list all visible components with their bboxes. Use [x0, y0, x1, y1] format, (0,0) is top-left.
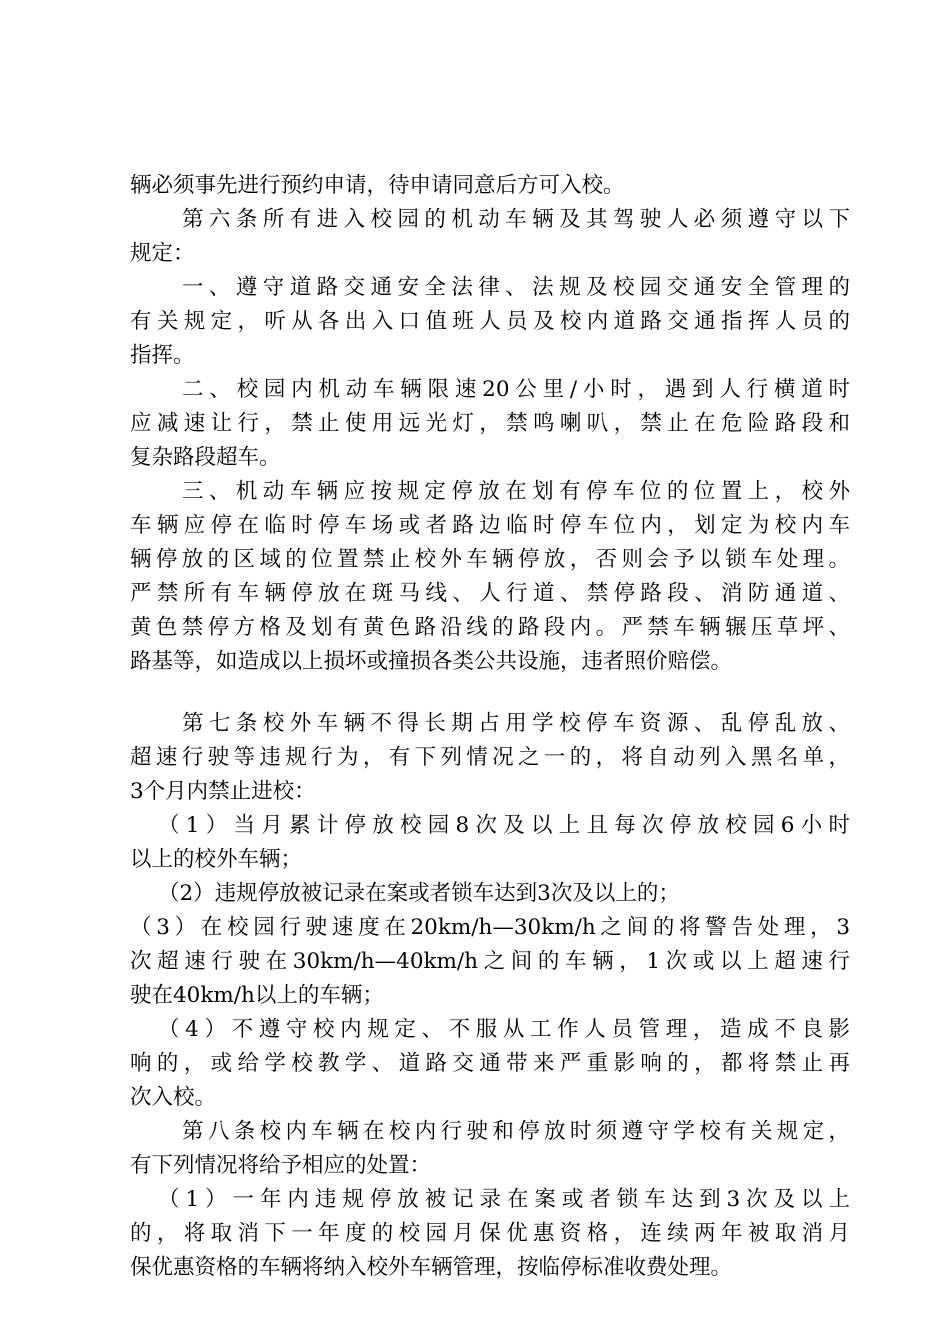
text-line: （1）当月累计停放校园8次及以上且每次停放校园6小时 — [158, 813, 850, 838]
text-line: 以上的校外车辆； — [130, 847, 303, 872]
text-line: （4）不遵守校内规定、不服从工作人员管理，造成不良影 — [158, 1017, 850, 1042]
text-line: 三、机动车辆应按规定停放在划有停车位的位置上，校外 — [182, 479, 850, 504]
text-line: 车辆应停在临时停车场或者路边临时停车位内，划定为校内车 — [130, 513, 850, 538]
text-line: 有关规定，听从各出入口值班人员及校内道路交通指挥人员的 — [130, 309, 850, 334]
paragraph-gap — [130, 679, 850, 707]
text-line: （2）违规停放被记录在案或者锁车达到3次及以上的； — [158, 881, 680, 906]
text-line: （1）一年内违规停放被记录在案或者锁车达到3次及以上 — [158, 1187, 850, 1212]
text-line: 第六条所有进入校园的机动车辆及其驾驶人必须遵守以下 — [182, 207, 850, 232]
text-line: 黄色禁停方格及划有黄色路沿线的路段内。严禁车辆辗压草坪、 — [130, 615, 850, 640]
text-line: 二、校园内机动车辆限速20公里/小时，遇到人行横道时 — [182, 377, 850, 402]
text-line: 第七条校外车辆不得长期占用学校停车资源、乱停乱放、 — [182, 711, 850, 736]
text-line: 第八条校内车辆在校内行驶和停放时须遵守学校有关规定， — [182, 1119, 850, 1144]
text-line: 次入校。 — [130, 1085, 217, 1110]
text-line: 辆必须事先进行预约申请，待申请同意后方可入校。 — [130, 173, 625, 198]
text-line: 的，将取消下一年度的校园月保优惠资格，连续两年被取消月 — [130, 1221, 850, 1246]
text-line: 次超速行驶在30km/h—40km/h之间的车辆，1次或以上超速行 — [130, 949, 850, 974]
text-line: 指挥。 — [130, 343, 195, 368]
text-line: 严禁所有车辆停放在斑马线、人行道、禁停路段、消防通道、 — [130, 581, 850, 606]
text-line: 规定： — [130, 241, 195, 266]
text-line: 路基等，如造成以上损坏或撞损各类公共设施，违者照价赔偿。 — [130, 649, 733, 674]
document-page — [130, 169, 850, 1285]
text-line: 应减速让行，禁止使用远光灯，禁鸣喇叭，禁止在危险路段和 — [130, 411, 850, 436]
text-line: （3）在校园行驶速度在20km/h—30km/h之间的将警告处理，3 — [130, 915, 850, 940]
text-line: 3个月内禁止进校： — [130, 779, 316, 804]
text-line: 辆停放的区域的位置禁止校外车辆停放，否则会予以锁车处理。 — [130, 547, 850, 572]
text-line: 保优惠资格的车辆将纳入校外车辆管理，按临停标准收费处理。 — [130, 1255, 733, 1280]
text-line: 超速行驶等违规行为，有下列情况之一的，将自动列入黑名单， — [130, 745, 850, 770]
text-line: 响的，或给学校教学、道路交通带来严重影响的，都将禁止再 — [130, 1051, 850, 1076]
text-line: 一、遵守道路交通安全法律、法规及校园交通安全管理的 — [182, 275, 850, 300]
document-body — [130, 169, 850, 1285]
text-line: 驶在40km/h以上的车辆； — [130, 983, 384, 1008]
text-line: 复杂路段超车。 — [130, 445, 281, 470]
text-line: 有下列情况将给予相应的处置： — [130, 1153, 432, 1178]
